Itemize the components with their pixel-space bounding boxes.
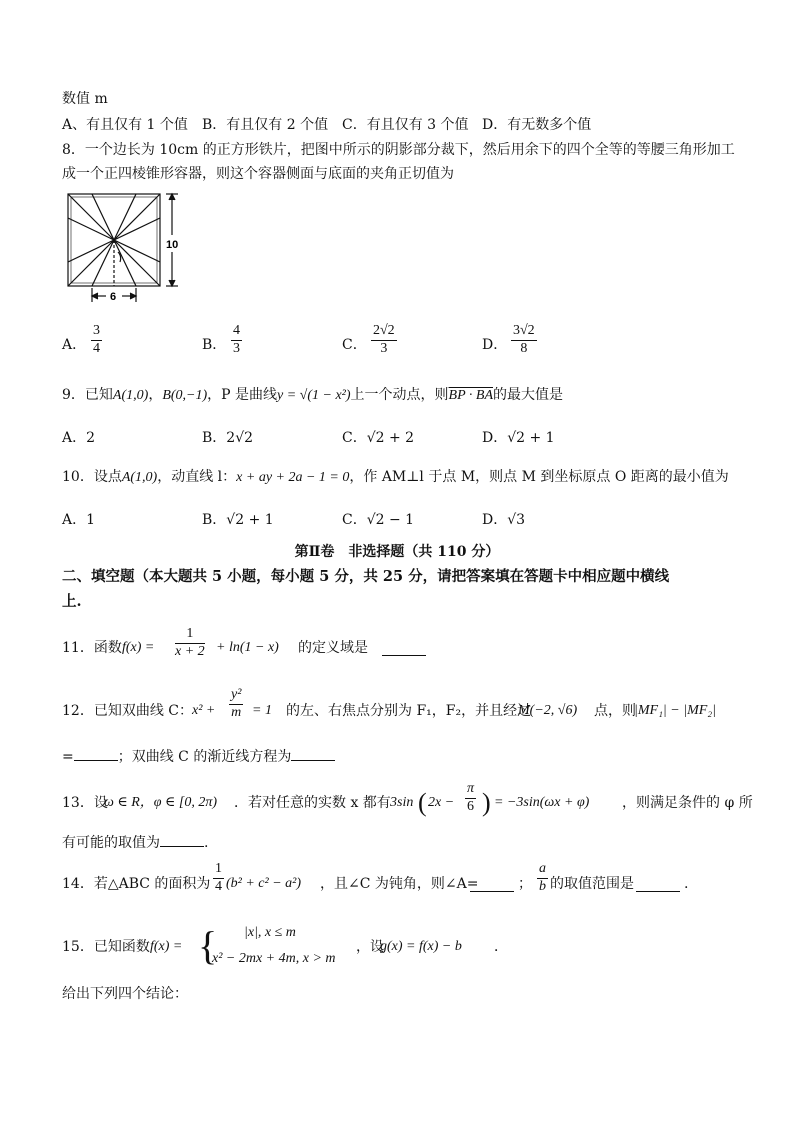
q8-figure-base-label: 6	[110, 291, 117, 303]
q9-dot-product: BP · BA	[448, 388, 494, 403]
q12-focal-diff: |MF₁| − |MF₂|	[634, 703, 717, 718]
section2-heading-line1: 二、填空题（本大题共 5 小题，每小题 5 分，共 25 分，请把答案填在答题卡中相应题中横线	[62, 568, 670, 585]
q10-option-b: B．√2 + 1	[202, 512, 274, 528]
section2-heading-line2: 上.	[62, 593, 82, 610]
q8-option-b-label: B．	[202, 337, 227, 353]
q9-option-b: B．2√2	[202, 430, 254, 446]
q10-stem: 10．设点A(1,0)，动直线 l：x + ay + 2a − 1 = 0，作 AM⊥l 于点 M，则点 M 到坐标原点 O 距离的最小值为	[62, 469, 729, 485]
q9-option-d: D．√2 + 1	[482, 430, 555, 446]
q7-option-a: A、有且仅有 1 个值	[62, 117, 188, 133]
q12-line1: 12．已知双曲线 C： x² + $\frac{\text{y²}}{m}$ = 1 的左、右焦点分别为 F₁，F₂，并且经过 M(−2, √6) 点，则 |MF₁| − |MF₂|	[62, 687, 717, 720]
q9-curve: y = √(1 − x²)	[277, 388, 351, 403]
q13-pi-over-6: $\frac{\pi}{6}$	[467, 781, 475, 814]
q13-conditions: ω ∈ R，φ ∈ [0, 2π)	[104, 795, 218, 810]
q8-option-a-frac: $\frac{3}{4}$	[93, 323, 100, 356]
q8-option-b-frac: $\frac{4}{3}$	[233, 323, 240, 356]
q7-option-b: B．有且仅有 2 个值	[202, 117, 329, 133]
q13-answer-blank[interactable]	[160, 834, 204, 847]
q12-answer-blank-2[interactable]	[291, 748, 335, 761]
q15: 15．已知函数 f(x) = { |x|, x ≤ m x² − 2mx + 4m, x > m ，设 g(x) = f(x) − b ．	[62, 923, 508, 968]
q9-point-b: B(0,−1)	[162, 388, 208, 403]
q9-point-a: A(1,0)	[112, 388, 149, 403]
q12-answer-blank-1[interactable]	[74, 748, 118, 761]
q10-option-a: A．1	[62, 512, 96, 528]
q7-tail: 数值 m	[62, 91, 108, 107]
q14: 14．若△ABC 的面积为 $\frac{1}{4}$ (b² + c² − a²) ，且∠C 为钝角，则∠A= ； $\frac{a}{b}$ 的取值范围是 .	[62, 861, 689, 894]
q11-fraction: $\frac{1}{x + 2}$	[175, 626, 205, 659]
q12-fraction: $\frac{\text{y²}}{m}$	[231, 687, 242, 720]
q12-line2: = ；双曲线 C 的渐近线方程为	[62, 748, 335, 764]
q11-answer-blank[interactable]	[382, 643, 426, 656]
q15-line2: 给出下列四个结论：	[62, 986, 188, 1002]
q15-case-2: x² − 2mx + 4m, x > m	[212, 951, 336, 966]
q15-g-def: g(x) = f(x) − b	[380, 939, 462, 954]
q9-option-c: C．√2 + 2	[342, 430, 415, 446]
q7-option-d: D．有无数多个值	[482, 117, 592, 133]
q10-option-d: D．√3	[482, 512, 526, 528]
q8-option-c-frac: $\frac{2√2}{3}$	[373, 323, 395, 356]
q7-option-c: C．有且仅有 3 个值	[342, 117, 469, 133]
q8-stem-line2: 成一个正四棱锥形容器，则这个容器侧面与底面的夹角正切值为	[62, 166, 454, 182]
q10-point-a: A(1,0)	[121, 470, 158, 485]
q13-line2: 有可能的取值为 .	[62, 835, 209, 851]
q12-point-m: M(−2, √6)	[518, 703, 578, 718]
q14-answer-blank-2[interactable]	[636, 879, 680, 892]
q9-option-a: A．2	[62, 430, 96, 446]
q10-option-c: C．√2 − 1	[342, 512, 415, 528]
q8-figure	[62, 190, 192, 310]
q11-function: f(x) =	[122, 640, 155, 655]
q8-option-d-frac: $\frac{3√2}{8}$	[513, 323, 535, 356]
q15-case-1: |x|, x ≤ m	[244, 925, 296, 940]
q14-area-expr: (b² + c² − a²)	[226, 876, 302, 891]
q14-quarter: $\frac{1}{4}$	[215, 861, 222, 894]
part2-title: 第Ⅱ卷 非选择题（共 110 分）	[294, 544, 500, 560]
q10-line-eq: x + ay + 2a − 1 = 0	[236, 470, 350, 485]
q9-stem: 9．已知A(1,0)，B(0,−1)，P 是曲线y = √(1 − x²)上一个动点，则BP · BA的最大值是	[62, 387, 564, 403]
q13-rhs: = −3sin(ωx + φ)	[494, 795, 590, 810]
q8-option-a-label: A．	[62, 337, 87, 353]
q14-a-over-b: $\frac{a}{b}$	[539, 861, 546, 894]
q13-line1: 13．设 ω ∈ R，φ ∈ [0, 2π) ．若对任意的实数 x 都有 3sin ( 2x − $\frac{\pi}{6}$ ) = −3sin(ωx + φ) ，则满足条件的 φ 所	[62, 781, 753, 817]
q14-answer-blank-1[interactable]	[470, 879, 514, 892]
q8-stem-line1: 8．一个边长为 10cm 的正方形铁片，把图中所示的阴影部分裁下，然后用余下的四个全等的等腰三角形加工	[62, 142, 735, 158]
q8-option-d-label: D．	[482, 337, 508, 353]
q11-log-term: + ln(1 − x)	[216, 640, 279, 655]
q8-option-c-label: C．	[342, 337, 367, 353]
q8-figure-side-label: 10	[166, 239, 179, 251]
